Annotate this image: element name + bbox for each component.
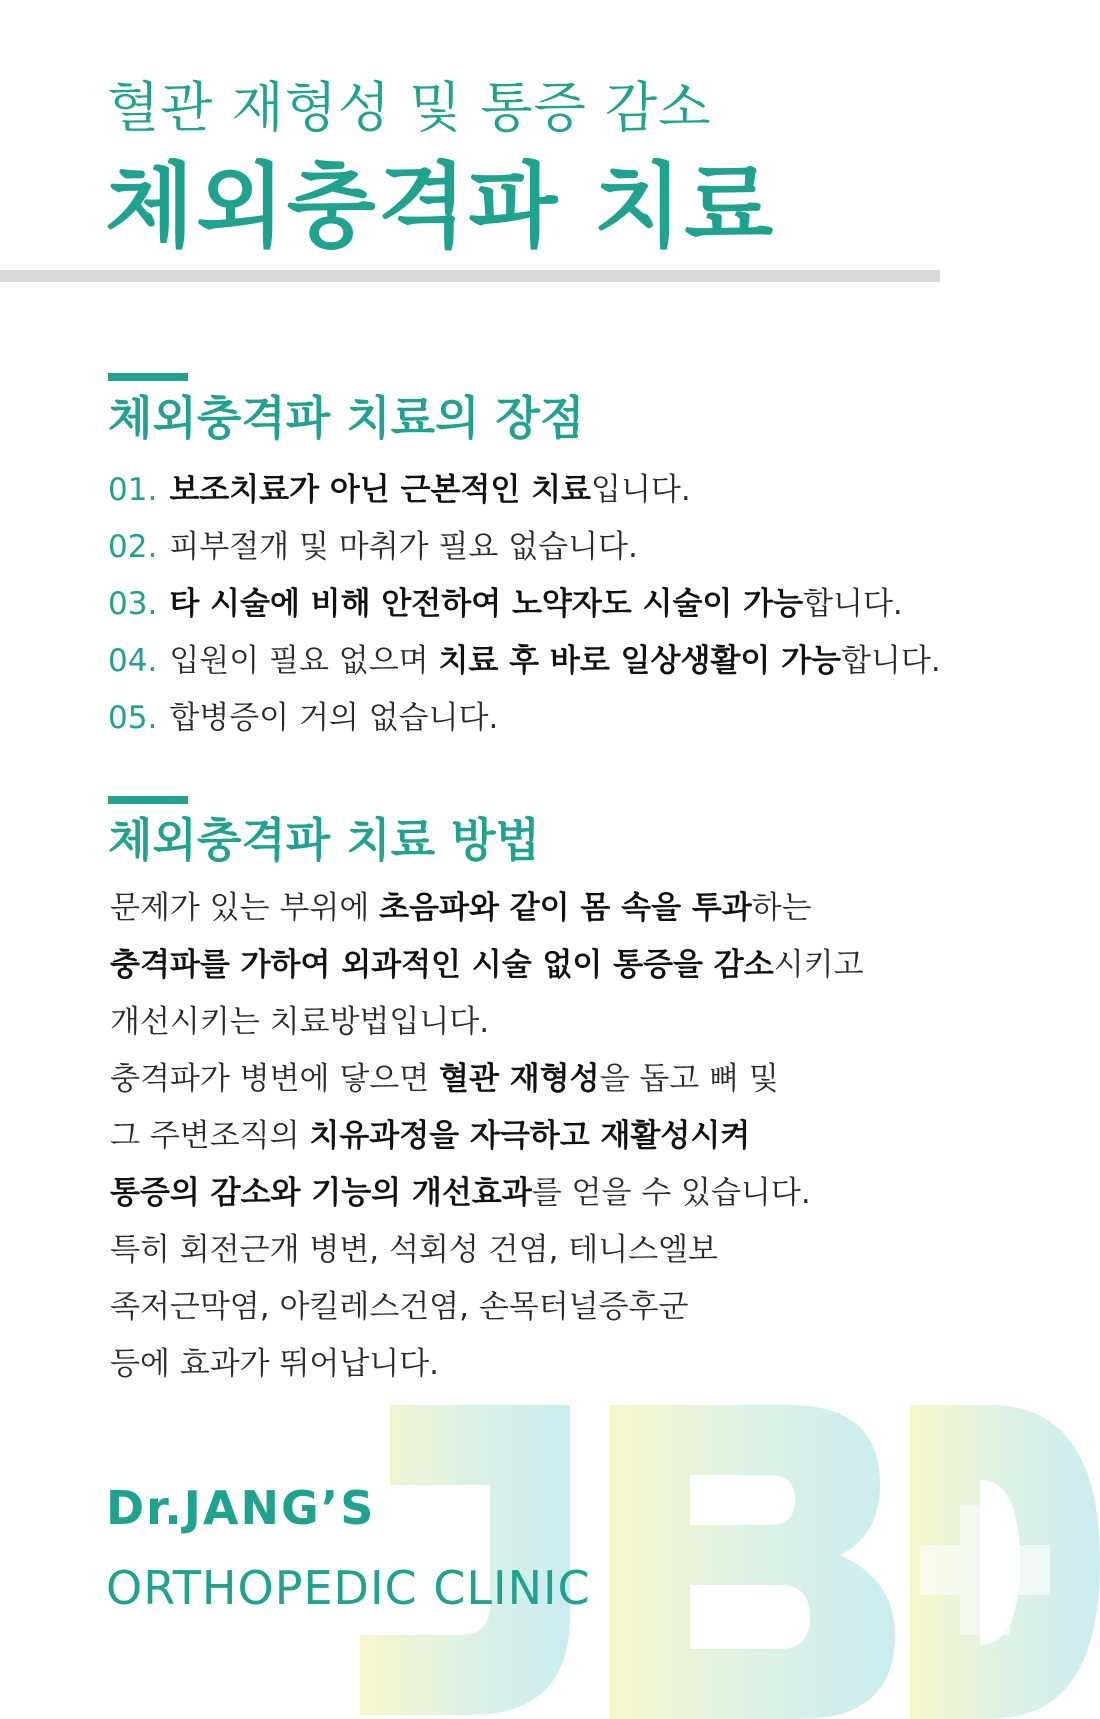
emphasis-text: 보조치료가 아닌 근본적인 치료 (169, 472, 591, 508)
method-line (110, 937, 864, 994)
method-description (110, 880, 864, 1393)
method-line (110, 1336, 864, 1393)
method-line (110, 1279, 864, 1336)
body-text: 입원이 필요 없으며 (169, 643, 439, 679)
section-accent-bar (108, 796, 188, 804)
list-item-number: 05. (108, 700, 158, 736)
body-text: 합병증이 거의 없습니다. (169, 700, 499, 736)
body-text: 입니다. (591, 472, 691, 508)
list-item (108, 576, 941, 633)
method-line (110, 880, 864, 937)
method-line (110, 1222, 864, 1279)
body-text: 를 얻을 수 있습니다. (531, 1175, 811, 1211)
divider (0, 270, 940, 282)
body-text: 개선시키는 치료방법입니다. (110, 1004, 490, 1040)
body-text: 합니다. (840, 643, 941, 679)
body-text: 피부절개 및 마취가 필요 없습니다. (169, 529, 638, 565)
list-item (108, 462, 941, 519)
emphasis-text: 초음파와 같이 몸 속을 투과 (379, 890, 752, 926)
advantages-heading: 체외충격파 치료의 장점 (108, 391, 585, 445)
list-item (108, 690, 941, 747)
body-text: 그 주변조직의 (110, 1118, 310, 1154)
list-item-number: 01. (108, 472, 158, 508)
clinic-subtitle: ORTHOPEDIC CLINIC (106, 1561, 591, 1615)
jbd-logo-watermark-icon (320, 1385, 1100, 1719)
body-text: 을 돕고 뼈 및 (599, 1061, 779, 1097)
method-line (110, 1108, 864, 1165)
body-text: 하는 (751, 890, 812, 926)
emphasis-text: 치료 후 바로 일상생활이 가능 (438, 643, 841, 679)
method-line (110, 1051, 864, 1108)
body-text: 족저근막염, 아킬레스건염, 손목터널증후군 (110, 1289, 689, 1325)
emphasis-text: 치유과정을 자극하고 재활성시켜 (309, 1118, 751, 1154)
body-text: 충격파가 병변에 닿으면 (110, 1061, 440, 1097)
body-text: 문제가 있는 부위에 (110, 890, 380, 926)
body-text: 합니다. (803, 586, 903, 622)
body-text: 등에 효과가 뛰어납니다. (110, 1346, 440, 1382)
section-accent-bar (108, 373, 188, 381)
advantages-list (108, 462, 941, 747)
emphasis-text: 통증의 감소와 기능의 개선효과 (110, 1175, 532, 1211)
method-line (110, 994, 864, 1051)
list-item-number: 04. (108, 643, 158, 679)
list-item-number: 02. (108, 529, 158, 565)
page-subtitle: 혈관 재형성 및 통증 감소 (107, 76, 712, 139)
emphasis-text: 타 시술에 비해 안전하여 노약자도 시술이 가능 (169, 586, 804, 622)
list-item (108, 633, 941, 690)
clinic-name: Dr.JANG’S (106, 1481, 376, 1535)
emphasis-text: 혈관 재형성 (439, 1061, 600, 1097)
emphasis-text: 충격파를 가하여 외과적인 시술 없이 통증을 감소 (110, 947, 774, 983)
body-text: 시키고 (773, 947, 864, 983)
method-line (110, 1165, 864, 1222)
body-text: 특히 회전근개 병변, 석회성 건염, 테니스엘보 (110, 1232, 719, 1268)
list-item (108, 519, 941, 576)
method-heading: 체외충격파 치료 방법 (108, 813, 540, 867)
list-item-number: 03. (108, 586, 158, 622)
page-title: 체외충격파 치료 (105, 153, 776, 260)
